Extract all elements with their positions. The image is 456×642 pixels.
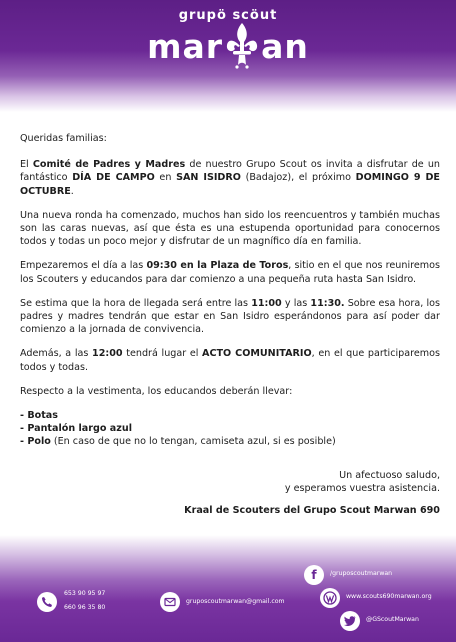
text: (En caso de que no lo tengan, camiseta azul, si es posible) [50, 436, 336, 448]
twitter-handle[interactable]: @GScoutMarwan [366, 616, 419, 623]
text: . [70, 185, 74, 197]
bold-text: DOMINGO 9 DE OCTUBRE [20, 172, 440, 197]
bold-text: - Botas [20, 410, 58, 422]
logo-subtitle: grupö scöut [178, 8, 278, 23]
text: (Badajoz), el próximo [240, 172, 356, 184]
text: El [20, 159, 33, 171]
text: , en el que participaremos todos y todas. [20, 348, 440, 373]
paragraph-schedule [20, 259, 440, 285]
paragraph-invitation [20, 158, 440, 198]
phone-icon [37, 592, 57, 612]
closing-attendance: y esperamos vuestra asistencia. [284, 482, 440, 494]
email-icon [160, 592, 180, 612]
bold-text: SAN ISIDRO [176, 172, 241, 184]
text: Sobre esa hora, los padres y madres tendrán que estar en San Isidro esperándonos para así poder dar comienzo a la jornada de convivencia. [20, 297, 440, 336]
text: , sitio en el que nos reuniremos los Scouters y educandos para dar comienzo a una pequeña ruta hasta San Isidro. [20, 260, 440, 285]
logo-word-right: an [261, 26, 309, 66]
signature [20, 504, 440, 517]
text: Empezaremos el día a las [20, 260, 147, 272]
text: Se estima que la hora de llegada será entre las [20, 297, 252, 309]
logo [0, 22, 456, 70]
phone-number-2[interactable]: 660 96 35 80 [64, 604, 106, 611]
text: y las [281, 297, 311, 309]
twitter-icon[interactable] [340, 611, 360, 631]
phone-number-1[interactable]: 653 90 95 97 [64, 590, 106, 597]
facebook-handle[interactable]: /gruposcoutmarwan [330, 570, 393, 577]
clothing-list [20, 409, 440, 449]
paragraph-community-act [20, 347, 440, 373]
bold-text: 09:30 en la Plaza de Toros [146, 260, 289, 272]
list-item [20, 422, 440, 435]
bold-text: 11:30. [310, 297, 345, 309]
letter-body [20, 132, 440, 517]
fleur-de-lis-icon [225, 22, 259, 70]
bold-text: Comité de Padres y Madres [32, 159, 186, 171]
bold-text: DÍA DE CAMPO [72, 172, 155, 184]
logo-word-left: mar [147, 26, 224, 66]
bold-text: 11:00 [251, 297, 282, 309]
facebook-icon[interactable]: f [304, 565, 324, 585]
list-item [20, 435, 440, 448]
bold-text: - Pantalón largo azul [20, 423, 132, 435]
signature-text: Kraal de Scouters del Grupo Scout Marwan 690 [184, 505, 440, 517]
bold-text: ACTO COMUNITARIO [202, 348, 312, 360]
text: tendrá lugar el [122, 348, 203, 360]
wordpress-icon[interactable] [320, 588, 340, 608]
paragraph-new-round: Una nueva ronda ha comenzado, muchos han sido los reencuentros y también muchas son las caras nuevas, así que ésta es una estupenda oportunidad para conocernos todos y todas un poco mejor y disfrutar de un magnífico día en familia. [20, 209, 440, 248]
paragraph-arrival [20, 297, 440, 337]
text: de nuestro Grupo Scout os invita a disfrutar de un fantástico [20, 159, 441, 184]
email-address[interactable]: gruposcoutmarwan@gmail.com [186, 598, 285, 605]
closing-greeting: Un afectuoso saludo, [339, 469, 440, 481]
bold-text: - Polo [20, 436, 51, 448]
paragraph-clothing: Respecto a la vestimenta, los educandos deberán llevar: [20, 385, 293, 397]
header-banner [0, 0, 456, 112]
bold-text: 12:00 [92, 348, 123, 360]
footer-contact [0, 535, 456, 642]
website-url[interactable]: www.scouts690marwan.org [346, 593, 432, 600]
list-item [20, 409, 440, 422]
text: Además, a las [20, 348, 93, 360]
text: en [154, 172, 177, 184]
greeting: Queridas familias: [20, 133, 107, 144]
